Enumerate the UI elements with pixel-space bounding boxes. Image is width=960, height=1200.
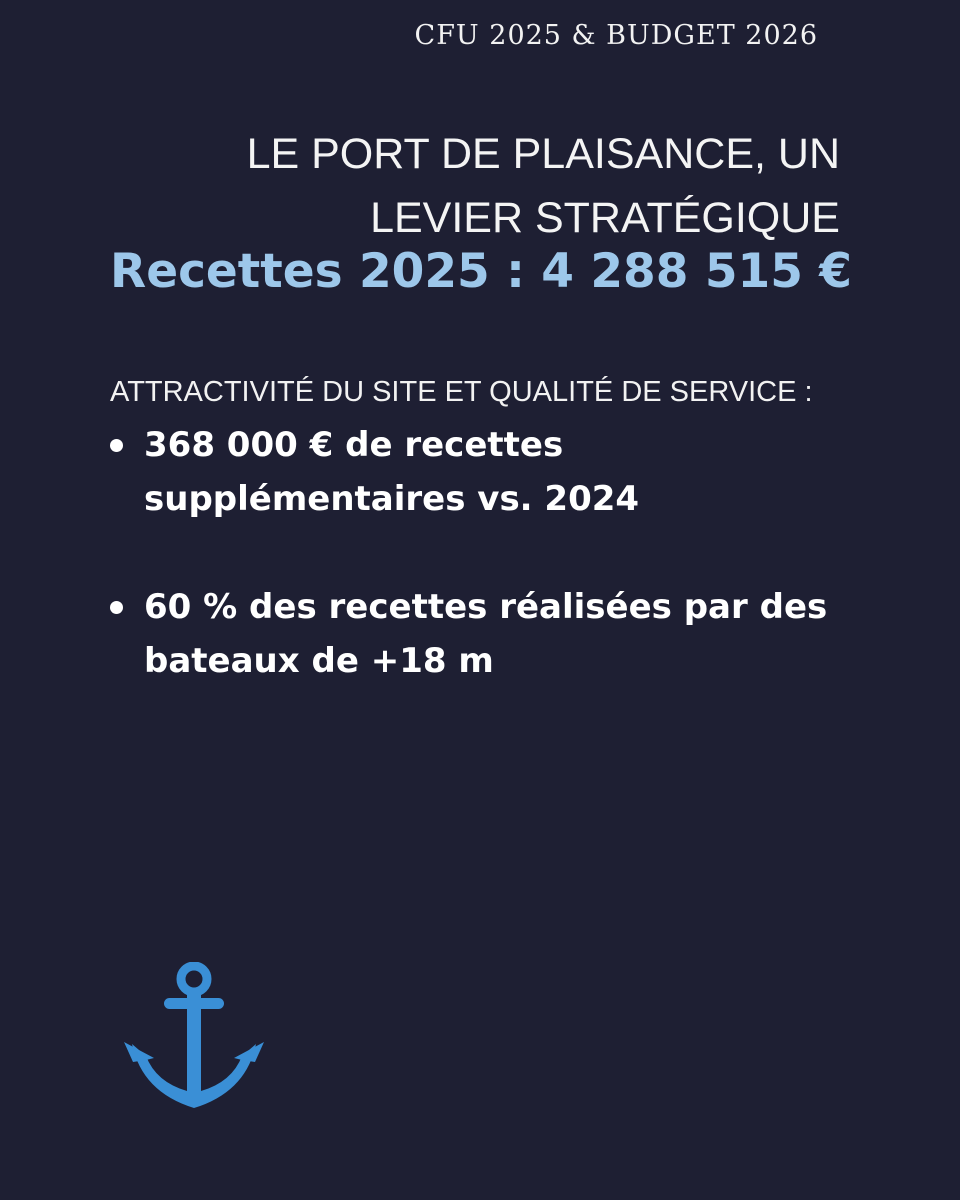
section-heading: ATTRACTIVITÉ DU SITE ET QUALITÉ DE SERVICE :	[110, 376, 813, 408]
bullet-icon	[110, 439, 123, 452]
page-title	[120, 122, 840, 250]
bullet-text: 368 000 € de recettes supplémentaires vs. 2024	[144, 425, 640, 519]
page-title-line-2: LEVIER STRATÉGIQUE	[370, 194, 840, 242]
anchor-icon	[124, 962, 264, 1112]
bullet-text: 60 % des recettes réalisées par des bateaux de +18 m	[144, 587, 828, 681]
list-item	[108, 580, 868, 688]
bullet-list	[108, 418, 868, 742]
bullet-icon	[110, 601, 123, 614]
header-tag: CFU 2025 & BUDGET 2026	[414, 20, 818, 51]
page-title-line-1: LE PORT DE PLAISANCE, UN	[246, 130, 840, 178]
list-item	[108, 418, 868, 526]
revenue-headline: Recettes 2025 : 4 288 515 €	[110, 244, 852, 299]
